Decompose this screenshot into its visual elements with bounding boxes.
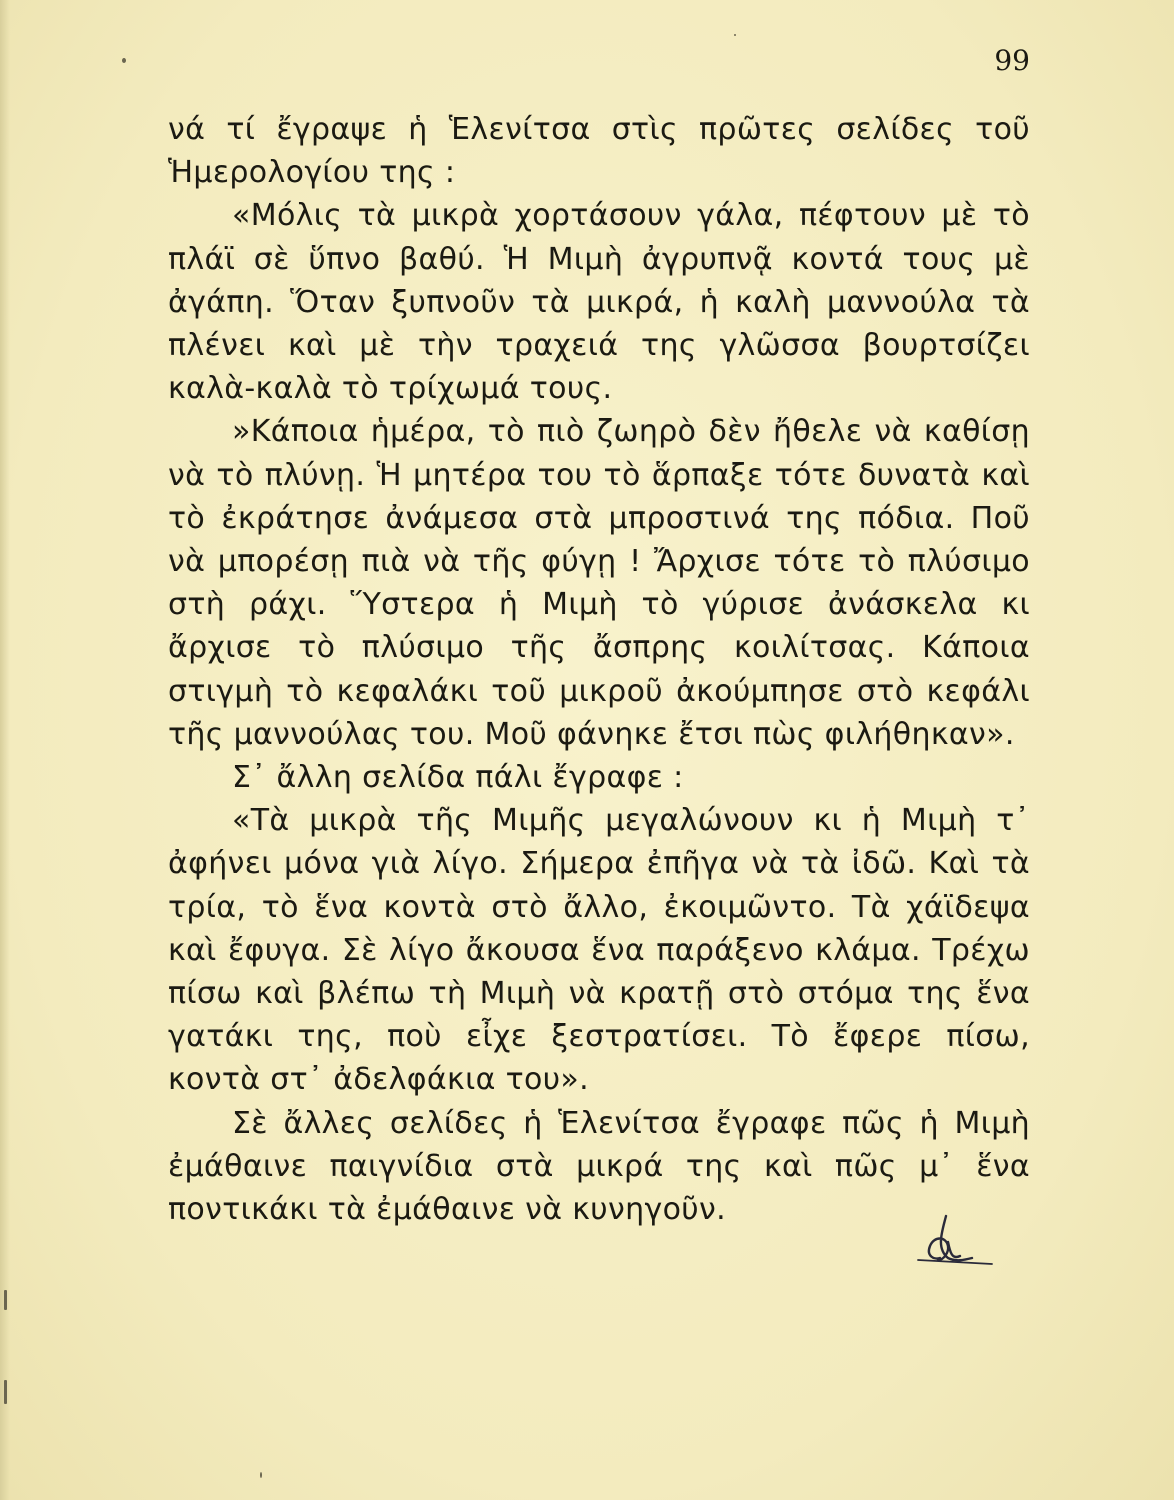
paragraph: Σ᾽ ἄλλη σελίδα πάλι ἔγραφε : bbox=[232, 760, 684, 796]
paper-speck bbox=[122, 58, 126, 63]
page-number: 99 bbox=[994, 44, 1030, 77]
body-text bbox=[168, 108, 1030, 1231]
paper-speck bbox=[4, 1290, 7, 1310]
paper-speck bbox=[260, 1472, 262, 1478]
handwritten-initial-signature bbox=[912, 1206, 996, 1276]
paper-speck bbox=[4, 1380, 7, 1404]
paper-speck bbox=[734, 34, 736, 36]
paragraph: Σὲ ἄλλες σελίδες ἡ Ἑλενίτσα ἔγραφε πῶς ἡ Μιμὴ ἐμάθαινε παιγνίδια στὰ μικρά της καὶ πῶς μ᾽ ἕνα ποντικάκι τὰ ἐμάθαινε νὰ κυνηγοῦν. bbox=[168, 1105, 1030, 1228]
paragraph-continuation: νά τί ἔγραψε ἡ Ἑλενίτσα στὶς πρῶτες σελίδες τοῦ Ἡμερολογίου της : bbox=[168, 112, 1030, 191]
page-binding-edge bbox=[0, 0, 10, 1500]
paragraph: «Τὰ μικρὰ τῆς Μιμῆς μεγαλώνουν κι ἡ Μιμὴ τ᾽ ἀφήνει μόνα γιὰ λίγο. Σήμερα ἐπῆγα νὰ τὰ ἰδῶ. Καὶ τὰ τρία, τὸ ἕνα κοντὰ στὸ ἄλλο, ἐκοιμῶντο. Τὰ χάϊδεψα καὶ ἔφυγα. Σὲ λίγο ἄκουσα ἕνα παράξενο κλάμα. Τρέχω πίσω καὶ βλέπω τὴ Μιμὴ νὰ κρατῇ στὸ στόμα της ἕνα γατάκι της, ποὺ εἶχε ξεστρατίσει. Τὸ ἔφερε πίσω, κοντὰ στ᾽ ἀδελφάκια του». bbox=[168, 803, 1030, 1098]
paragraph: »Κάποια ἡμέρα, τὸ πιὸ ζωηρὸ δὲν ἤθελε νὰ καθίσῃ νὰ τὸ πλύνῃ. Ἡ μητέρα του τὸ ἅρπαξε τότε δυνατὰ καὶ τὸ ἐκράτησε ἀνάμεσα στὰ μπροστινά της πόδια. Ποῦ νὰ μπορέσῃ πιὰ νὰ τῆς φύγῃ ! Ἄρχισε τότε τὸ πλύσιμο στὴ ράχι. Ὕστερα ἡ Μιμὴ τὸ γύρισε ἀνάσκελα κι ἄρχισε τὸ πλύσιμο τῆς ἄσπρης κοιλίτσας. Κάποια στιγμὴ τὸ κεφαλάκι τοῦ μικροῦ ἀκούμπησε στὸ κεφάλι τῆς μαννούλας του. Μοῦ φάνηκε ἔτσι πὼς φιλήθηκαν». bbox=[168, 414, 1030, 752]
paragraph: «Μόλις τὰ μικρὰ χορτάσουν γάλα, πέφτουν μὲ τὸ πλάϊ σὲ ὕπνο βαθύ. Ἡ Μιμὴ ἀγρυπνᾷ κοντά τους μὲ ἀγάπη. Ὅταν ξυπνοῦν τὰ μικρά, ἡ καλὴ μαννούλα τὰ πλένει καὶ μὲ τὴν τραχειά της γλῶσσα βουρτσίζει καλὰ-καλὰ τὸ τρίχωμά τους. bbox=[168, 198, 1030, 407]
